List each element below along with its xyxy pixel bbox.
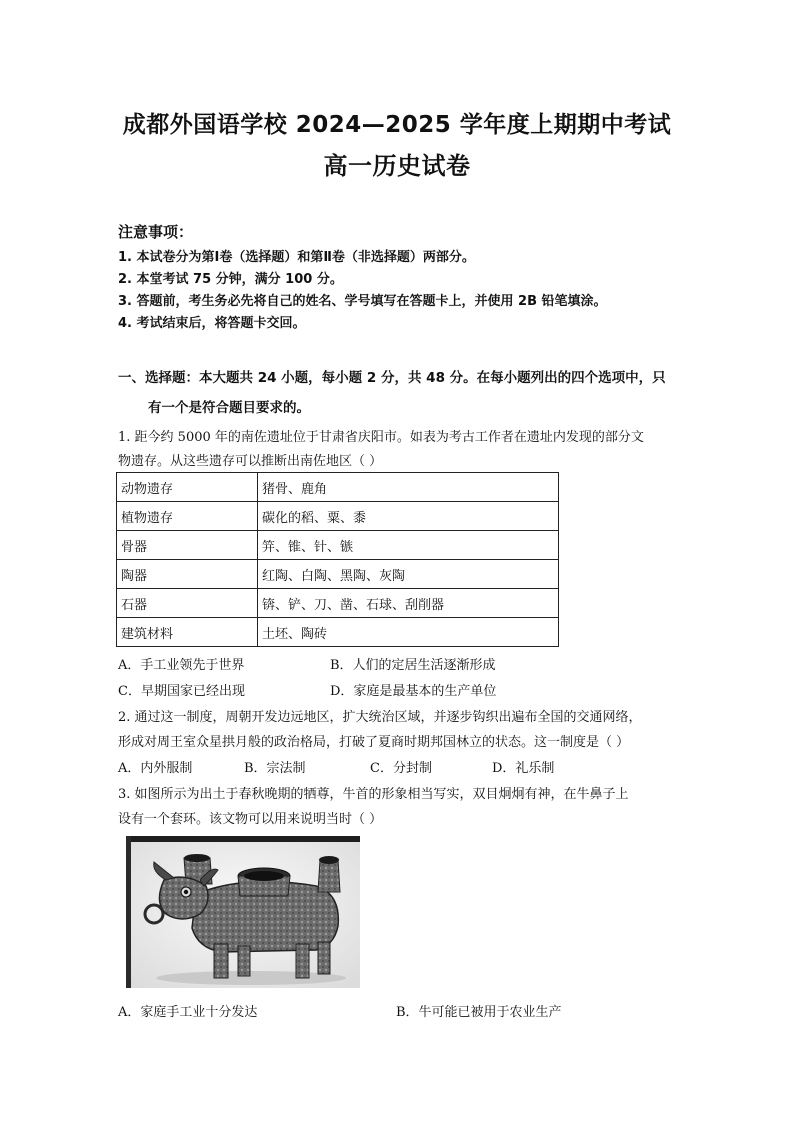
table-cell: 石器 [117, 589, 258, 618]
notice-item: 2. 本堂考试 75 分钟，满分 100 分。 [118, 272, 343, 287]
option-c: C．早期国家已经出现 [118, 684, 245, 699]
section-instruction: 一、选择题：本大题共 24 小题，每小题 2 分，共 48 分。在每小题列出的四个选项中，只 [118, 370, 666, 386]
table-cell: 锛、铲、刀、凿、石球、刮削器 [258, 589, 559, 618]
table-cell: 植物遗存 [117, 502, 258, 531]
notice-item: 3. 答题前，考生务必先将自己的姓名、学号填写在答题卡上，并使用 2B 铅笔填涂。 [118, 294, 607, 309]
question-2-stem: 形成对周王室众星拱月般的政治格局，打破了夏商时期邦国林立的状态。这一制度是（ ） [118, 735, 630, 750]
table-cell: 土坯、陶砖 [258, 618, 559, 647]
section-instruction: 有一个是符合题目要求的。 [148, 400, 310, 416]
table-row [117, 531, 559, 560]
bronze-ox-zun-image [126, 836, 360, 988]
question-2-stem: 2. 通过这一制度，周朝开发边远地区，扩大统治区域，并逐步钩织出遍布全国的交通网络， [118, 710, 642, 725]
option-d: D．礼乐制 [492, 761, 555, 776]
option-a: A．手工业领先于世界 [118, 658, 245, 673]
relics-table [116, 472, 559, 647]
exam-subtitle: 高一历史试卷 [323, 152, 471, 180]
table-cell: 建筑材料 [117, 618, 258, 647]
table-cell: 骨器 [117, 531, 258, 560]
option-d: D．家庭是最基本的生产单位 [330, 684, 497, 699]
notice-item: 4. 考试结束后，将答题卡交回。 [118, 316, 306, 331]
option-c: C．分封制 [370, 761, 432, 776]
table-cell: 动物遗存 [117, 473, 258, 502]
table-cell: 碳化的稻、粟、黍 [258, 502, 559, 531]
option-b: B．牛可能已被用于农业生产 [396, 1005, 562, 1020]
option-b: B．宗法制 [244, 761, 306, 776]
question-3-stem: 3. 如图所示为出土于春秋晚期的牺尊，牛首的形象相当写实，双目炯炯有神，在牛鼻子上 [118, 787, 629, 802]
exam-title: 成都外国语学校 2024—2025 学年度上期期中考试 [122, 112, 672, 138]
option-a: A．家庭手工业十分发达 [118, 1005, 258, 1020]
bronze-ox-zun-illustration [126, 836, 360, 988]
notice-heading: 注意事项： [118, 223, 194, 241]
notice-item: 1. 本试卷分为第Ⅰ卷（选择题）和第Ⅱ卷（非选择题）两部分。 [118, 250, 475, 265]
option-b: B．人们的定居生活逐渐形成 [330, 658, 496, 673]
table-row [117, 589, 559, 618]
table-row [117, 618, 559, 647]
option-a: A．内外服制 [118, 761, 193, 776]
question-3-stem: 设有一个套环。该文物可以用来说明当时（ ） [118, 812, 383, 827]
question-1-stem: 物遗存。从这些遗存可以推断出南佐地区（ ） [118, 454, 383, 469]
table-cell: 陶器 [117, 560, 258, 589]
table-cell: 红陶、白陶、黑陶、灰陶 [258, 560, 559, 589]
table-cell: 猪骨、鹿角 [258, 473, 559, 502]
table-cell: 笄、锥、针、镞 [258, 531, 559, 560]
table-row [117, 473, 559, 502]
table-row [117, 560, 559, 589]
question-1-stem: 1. 距今约 5000 年的南佐遗址位于甘肃省庆阳市。如表为考古工作者在遗址内发现的部分文 [118, 430, 644, 445]
table-row [117, 502, 559, 531]
